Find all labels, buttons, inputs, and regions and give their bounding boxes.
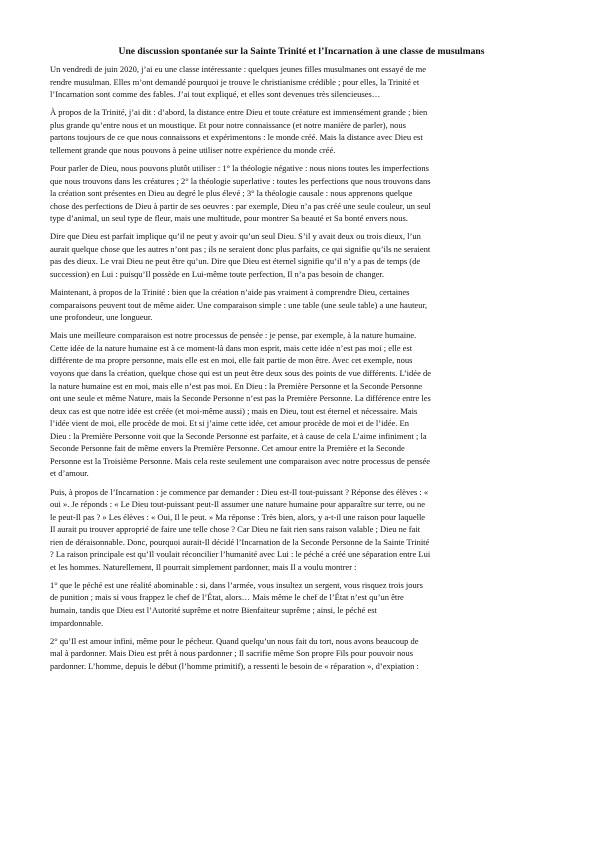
document-title: Une discussion spontanée sur la Sainte Trinité et l’Incarnation à une classe de musulmans — [118, 46, 485, 57]
text-line: ont une seule et même Nature, mais la Seconde Personne n’est pas la Première Personne. La différence entre les — [50, 393, 431, 404]
text-line: mal à pardonner. Mais Dieu est prêt à nous pardonner ; Il sacrifie même Son propre Fils pour pouvoir nous — [50, 648, 414, 659]
text-line: deux cas est que notre idée est créée (et moi-même aussi) ; mais en Dieu, tout est éternel et nécessaire. Mais — [50, 405, 418, 416]
text-line: la création sont présentes en Dieu au degré le plus élevé ; 3° la théologie causale : nous apprenons quelque — [50, 188, 413, 199]
text-line: différente de ma propre personne, mais elle est en moi, elle fait partie de mon être. Avec cet exemple, nous — [50, 355, 413, 366]
text-line: oui ». Je réponds : « Le Dieu tout-puissant peut-Il assumer une nature humaine pour apparaître sur terre, ou ne — [50, 499, 426, 510]
text-line: comparaisons peuvent tout de même aider. Une comparaison simple : une table (une seule table) a une hauteur, — [50, 299, 428, 310]
text-line: que nous trouvons dans les créatures ; 2° la théologie superlative : toutes les perfections que nous trouvons dans — [50, 175, 431, 186]
text-line: ? La raison principale est qu’Il voulait réconcilier l’humanité avec Lui : le péché a créé une séparation entre Lui — [50, 549, 431, 560]
paragraph — [50, 63, 539, 101]
text-line: Personne est la Troisième Personne. Mais cela reste seulement une comparaison avec notre processus de pensée — [50, 455, 431, 466]
text-line: tellement grande que nous pouvons à peine utiliser notre expérience du monde créé. — [50, 144, 336, 155]
text-line: l’Incarnation sont comme des fables. J’ai tout expliqué, et elles sont devenues très silencieuses… — [50, 89, 381, 100]
text-line: aurait quelque chose que les autres n’ont pas ; ils ne seraient donc plus parfaits, ce qui signifie qu’ils ne seraient — [50, 243, 431, 254]
text-line: rien de déraisonnable. Donc, pourquoi aurait-Il décidé l’Incarnation de la Seconde Personne de la Sainte Trinité — [50, 536, 430, 547]
text-line: Seconde Personne fait de même envers la Première Personne. Cet amour entre la Première et la Seconde — [50, 443, 405, 454]
text-line: impardonnable. — [50, 617, 104, 628]
paragraph — [50, 106, 539, 156]
paragraph — [50, 162, 539, 225]
text-line: partons toujours de ce que nous connaissons et expérimentons : le monde créé. Mais la distance avec Dieu est — [50, 132, 423, 143]
paragraph — [50, 486, 539, 574]
text-line: une profondeur, une longueur. — [50, 312, 153, 323]
text-line: succession) en Lui : puisqu’Il possède en Lui-même toute perfection, Il n’a pas besoin de changer. — [50, 268, 384, 279]
paragraph — [50, 230, 539, 280]
text-line: À propos de la Trinité, j’ai dit : d’abord, la distance entre Dieu et toute créature est immensément grande ; bien — [50, 107, 428, 118]
document-body — [50, 63, 539, 672]
text-line: voyons que dans la création, quelque chose qui est un peut être deux sous des points de vue différents. L’idée de — [50, 368, 431, 378]
text-line: pas des dieux. Le vrai Dieu ne peut être qu’un. Dire que Dieu est éternel signifie qu’il n’y a pas de temps (de — [50, 256, 421, 267]
paragraph — [50, 286, 539, 324]
text-line: type d’animal, un seul type de fleur, mais une multitude, pour montrer Sa beauté et Sa bonté envers nous. — [50, 213, 408, 224]
text-line: le peut-Il pas ? » Les élèves : « Oui, Il le peut. » Ma réponse : Très bien, alors, y a-t-il une raison pour laquelle — [50, 511, 426, 522]
text-line: Il aurait pu trouver approprié de faire une telle chose ? Car Dieu ne fait rien sans raison valable ; Dieu ne fait — [50, 524, 421, 535]
text-line: chose des perfections de Dieu à partir de ses oeuvres : par exemple, Dieu n’a pas créé une seule couleur, un seul — [50, 200, 431, 211]
text-line: Cette idée de la nature humaine est à ce moment-là dans mon esprit, mais cette idée n’est pas moi ; elle est — [50, 342, 413, 353]
text-line: rendre musulman. Elles m’ont demandé pourquoi je trouve le christianisme crédible ; pour elles, la Trinité et — [50, 76, 420, 87]
text-line: 2° qu’Il est amour infini, même pour le pécheur. Quand quelqu’un nous fait du tort, nous avons beaucoup de — [50, 635, 419, 646]
text-line: Pour parler de Dieu, nous pouvons plutôt utiliser : 1° la théologie négative : nous nions toutes les imperfections — [50, 163, 429, 174]
text-line: pardonner. L’homme, depuis le début (l’homme primitif), a ressenti le besoin de « réparation », d’expiation : — [50, 660, 419, 671]
text-line: l’idée vient de moi, elle procède de moi. Et si j’aime cette idée, cet amour procède de moi et de l’idée. En — [50, 418, 409, 429]
text-line: de punition ; mais si vous frappez le chef de l’État, alors… Mais même le chef de l’État n’est qu’un être — [50, 592, 404, 603]
text-line: et d’amour. — [50, 468, 89, 479]
text-line: plus grande qu’entre nous et un moustique. Et pour notre connaissance (et notre manière de parler), nous — [50, 119, 406, 130]
text-line: humain, tandis que Dieu est l’Autorité suprême et notre Bienfaiteur suprême ; ainsi, le péché est — [50, 605, 377, 616]
text-line: Puis, à propos de l’Incarnation : je commence par demander : Dieu est-Il tout-puissant ? Réponse des élèves : « — [50, 486, 429, 497]
paragraph — [50, 329, 539, 480]
text-line: 1° que le péché est une réalité abominable : si, dans l’armée, vous insultez un sergent, vous risquez trois jours — [50, 579, 423, 590]
text-line: Dieu : la Première Personne voit que la Seconde Personne est parfaite, et à cause de cela L’aime infiniment ; la — [50, 430, 427, 441]
paragraph — [50, 635, 539, 673]
text-line: Dire que Dieu est parfait implique qu’il ne peut y avoir qu’un seul Dieu. S’il y avait deux ou trois dieux, l’un — [50, 231, 421, 242]
text-line: et les hommes. Naturellement, Il pourrait simplement pardonner, mais Il a voulu montrer : — [50, 561, 357, 572]
text-line: Maintenant, à propos de la Trinité : bien que la création n’aide pas vraiment à comprendre Dieu, certaines — [50, 287, 410, 298]
text-line: Un vendredi de juin 2020, j’ai eu une classe intéressante : quelques jeunes filles musulmanes ont essayé de me — [50, 64, 427, 74]
text-line: la nature humaine est en moi, mais elle n’est pas moi. En Dieu : la Première Personne et la Seconde Personne — [50, 380, 423, 391]
text-line: Mais une meilleure comparaison est notre processus de pensée : je pense, par exemple, à la nature humaine. — [50, 330, 417, 341]
paragraph — [50, 579, 539, 629]
